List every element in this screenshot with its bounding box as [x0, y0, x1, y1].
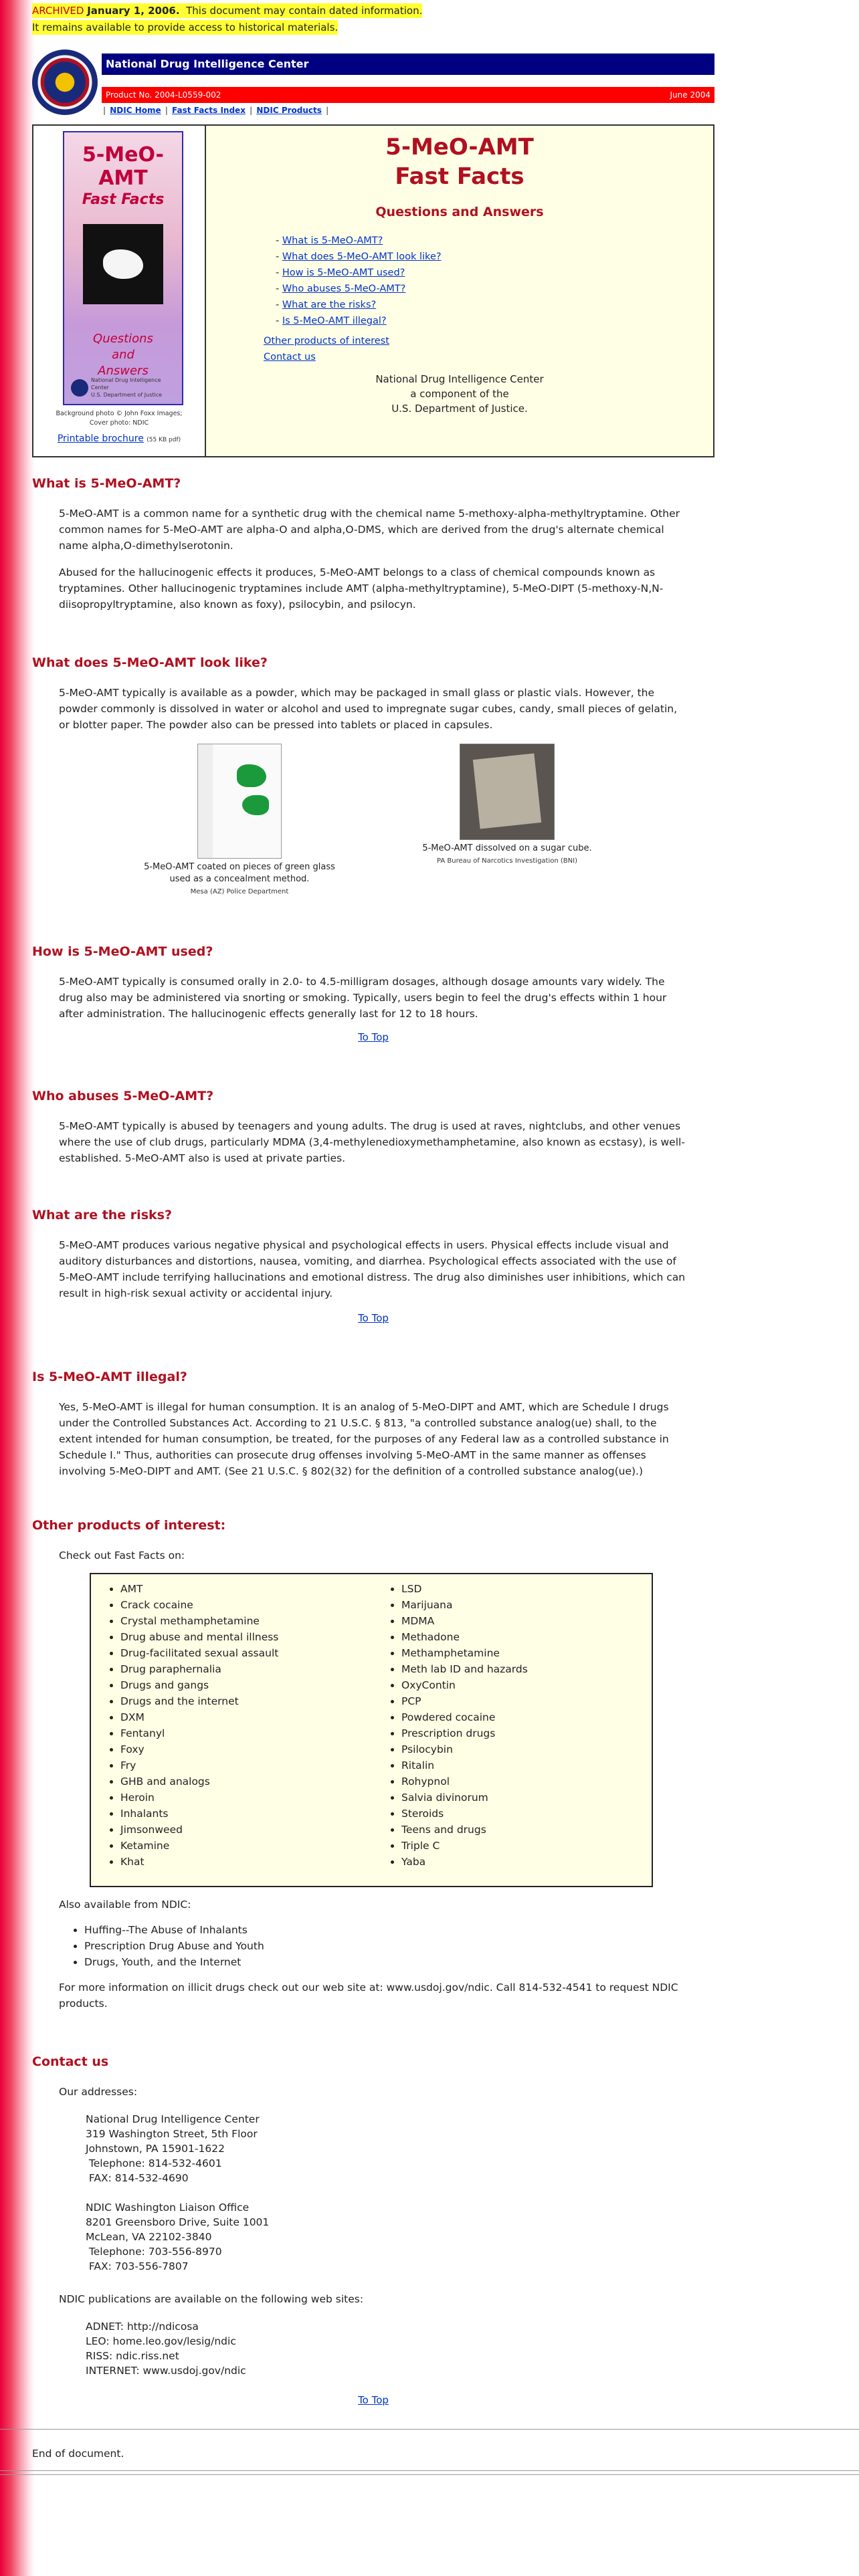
product-item: • Drug paraphernalia: [120, 1661, 278, 1677]
cover-org: National Drug Intelligence Center: [91, 377, 161, 391]
section-risks-body: [59, 1237, 688, 1301]
product-item: • Psilocybin: [401, 1741, 528, 1757]
websites-intro-text: NDIC publications are available on the following web sites:: [59, 2293, 364, 2305]
product-bar: [102, 87, 714, 103]
product-item: • Drug abuse and mental illness: [120, 1629, 278, 1645]
brochure-cover-image[interactable]: [63, 131, 183, 405]
qa-title: Questions and Answers: [375, 205, 544, 219]
products-left-list: [91, 1581, 278, 1870]
also-item: • Huffing--The Abuse of Inhalants: [84, 1922, 688, 1938]
product-item: • Drug-facilitated sexual assault: [120, 1645, 278, 1661]
intro-column: [206, 126, 713, 456]
product-number: Product No. 2004-L0559-002: [106, 90, 221, 100]
addr2-line: Telephone: 703-556-8970: [86, 2246, 222, 2258]
figure-green-glass: [132, 744, 347, 898]
product-item: • Methamphetamine: [401, 1645, 528, 1661]
product-item: • PCP: [401, 1693, 528, 1709]
websites-list: [86, 2319, 246, 2378]
section-abuses-body: [59, 1118, 688, 1166]
main-title-2: Fast Facts: [395, 163, 524, 190]
also-intro: Also available from NDIC:: [59, 1899, 191, 1911]
heading-abuses: Who abuses 5-MeO-AMT?: [32, 1089, 214, 1103]
divider-1: [0, 2429, 859, 2430]
heading-used: How is 5-MeO-AMT used?: [32, 944, 213, 959]
fig2-credit: PA Bureau of Narcotics Investigation (BNI): [437, 857, 577, 865]
products-right-list: [372, 1581, 528, 1870]
to-top-1: [32, 1031, 714, 1043]
product-item: • Marijuana: [401, 1597, 528, 1613]
toc-risks[interactable]: What are the risks?: [282, 300, 377, 310]
product-item: • DXM: [120, 1709, 278, 1725]
divider-2: [0, 2470, 859, 2471]
addr1-line: Johnstown, PA 15901-1622: [86, 2143, 225, 2155]
toc-look[interactable]: What does 5-MeO-AMT look like?: [282, 251, 442, 262]
printable-brochure: [33, 433, 205, 444]
also-list: [59, 1922, 688, 1970]
heading-contact: Contact us: [32, 2054, 109, 2069]
cover-credit: [33, 409, 205, 428]
addr1-line: National Drug Intelligence Center: [86, 2113, 260, 2125]
other-intro: [59, 1547, 688, 1564]
contact-intro: [59, 2084, 688, 2100]
addr2-line: FAX: 703-556-7807: [86, 2260, 189, 2272]
cover-qa-3: Answers: [98, 364, 149, 378]
addr1-line: 319 Washington Street, 5th Floor: [86, 2128, 258, 2140]
contact-intro-text: Our addresses:: [59, 2086, 138, 2098]
addr2-line: McLean, VA 22102-3840: [86, 2231, 212, 2243]
heading-risks: What are the risks?: [32, 1208, 172, 1222]
nav-ndic-products[interactable]: NDIC Products: [256, 106, 322, 115]
ndic-seal-logo: [32, 49, 98, 115]
toc-other-products[interactable]: Other products of interest: [264, 336, 389, 346]
products-box: [90, 1573, 653, 1887]
end-of-document: End of document.: [32, 2448, 124, 2460]
to-top-2: [32, 1312, 714, 1324]
other-intro-text: Check out Fast Facts on:: [59, 1549, 185, 1562]
website-line: RISS: ndic.riss.net: [86, 2350, 179, 2362]
website-line: ADNET: http://ndicosa: [86, 2321, 199, 2333]
address-mclean: [86, 2200, 269, 2274]
product-item: • Powdered cocaine: [401, 1709, 528, 1725]
product-item: • Crystal methamphetamine: [120, 1613, 278, 1629]
toc-what[interactable]: What is 5-MeO-AMT?: [282, 235, 383, 246]
abuses-p1: 5-MeO-AMT typically is abused by teenagers and young adults. The drug is used at raves, nightclubs, and other venues where the use of club drugs, particularly MDMA (3,4-methylenedioxymethamphetamine, also known as ecstasy), is well-established. 5-MeO-AMT also is used at private parties.: [59, 1120, 685, 1164]
ndic-line-3: U.S. Department of Justice.: [391, 403, 528, 415]
product-item: • Crack cocaine: [120, 1597, 278, 1613]
nav-fast-facts-index[interactable]: Fast Facts Index: [172, 106, 246, 115]
toc-used[interactable]: How is 5-MeO-AMT used?: [282, 267, 405, 278]
cover-qa-2: and: [112, 348, 134, 362]
toc-contact[interactable]: Contact us: [264, 352, 316, 362]
product-item: • Fentanyl: [120, 1725, 278, 1741]
ndic-component-note: [206, 372, 713, 416]
heading-look: What does 5-MeO-AMT look like?: [32, 655, 268, 670]
product-item: • Rohypnol: [401, 1774, 528, 1790]
product-item: • MDMA: [401, 1613, 528, 1629]
header: [32, 49, 714, 116]
product-item: • LSD: [401, 1581, 528, 1597]
table-of-contents: - What is 5-MeO-AMT? - What does 5-MeO-AMT look like? - How is 5-MeO-AMT used? - Who abuses 5-MeO-AMT? - What are the risks? - Is 5-MeO-AMT illegal?: [276, 235, 442, 326]
figure-sugar-cube: [407, 744, 607, 867]
printable-brochure-link[interactable]: Printable brochure: [57, 433, 144, 444]
cover-credit-1: Background photo © John Foxx Images;: [56, 410, 183, 417]
archived-text-1: This document may contain dated information.: [186, 5, 423, 17]
archived-notice: [32, 3, 422, 36]
also-item: • Prescription Drug Abuse and Youth: [84, 1938, 688, 1954]
org-title-bar: National Drug Intelligence Center: [102, 53, 714, 75]
product-item: • Meth lab ID and hazards: [401, 1661, 528, 1677]
look-p1: 5-MeO-AMT typically is available as a powder, which may be packaged in small glass or plastic vials. However, the powder commonly is dissolved in water or alcohol and used to impregnate sugar cubes, candy, small pieces of gelatin, or blotter paper. The powder also can be pressed into tablets or placed in capsules.: [59, 687, 678, 731]
to-top-link-1[interactable]: To Top: [358, 1031, 389, 1043]
product-item: • Prescription drugs: [401, 1725, 528, 1741]
archived-text-2: It remains available to provide access to historical materials.: [32, 21, 339, 33]
main-title-1: 5-MeO-AMT: [385, 134, 534, 160]
website-line: INTERNET: www.usdoj.gov/ndic: [86, 2365, 246, 2377]
addr1-line: FAX: 814-532-4690: [86, 2172, 189, 2184]
cover-ndic-footer: [71, 377, 175, 399]
what-p2: Abused for the hallucinogenic effects it produces, 5-MeO-AMT belongs to a class of chemical compounds known as tryptamines. Other hallucinogenic tryptamines include AMT (alpha-methyltryptamine), 5-MeO-DIPT (5-methoxy-N,N-diisopropyltryptamine, also known as foxy), psilocybin, and psilocyn.: [59, 566, 664, 611]
product-item: • Fry: [120, 1757, 278, 1774]
printable-size: (55 KB pdf): [147, 437, 181, 443]
more-info: For more information on illicit drugs check out our web site at: www.usdoj.gov/ndic. Call 814-532-4541 to request NDIC products.: [59, 1981, 678, 2010]
product-item: • Jimsonweed: [120, 1822, 278, 1838]
toc-extra-links: [264, 333, 713, 365]
product-item: • Heroin: [120, 1790, 278, 1806]
cover-column: [33, 126, 206, 456]
website-line: LEO: home.leo.gov/lesig/ndic: [86, 2335, 236, 2347]
addr2-line: NDIC Washington Liaison Office: [86, 2202, 250, 2214]
nav-links: | NDIC Home | Fast Facts Index | NDIC Products |: [103, 106, 329, 115]
divider-3: [0, 2474, 859, 2475]
cover-qa-1: Questions: [93, 332, 153, 346]
archived-date: January 1, 2006.: [87, 5, 180, 17]
section-used-body: [59, 974, 688, 1022]
product-item: • Foxy: [120, 1741, 278, 1757]
left-gradient-edge: [0, 0, 35, 2576]
product-item: • Khat: [120, 1854, 278, 1870]
fig2-caption: 5-MeO-AMT dissolved on a sugar cube.: [422, 843, 592, 853]
cover-qa: [64, 331, 182, 379]
what-p1: 5-MeO-AMT is a common name for a synthetic drug with the chemical name 5-methoxy-alpha-methyltryptamine. Other common names for 5-MeO-AMT are alpha-O and alpha,O-DMS, which are derived from the drug's alternate chemical name alpha,O-dimethylserotonin.: [59, 508, 680, 552]
product-item: • Triple C: [401, 1838, 528, 1854]
toc-illegal[interactable]: Is 5-MeO-AMT illegal?: [282, 316, 387, 326]
fig1-caption: 5-MeO-AMT coated on pieces of green glass used as a concealment method.: [144, 862, 335, 884]
cover-credit-2: Cover photo: NDIC: [89, 419, 149, 427]
cover-powder-photo: [83, 224, 163, 304]
product-item: • Methadone: [401, 1629, 528, 1645]
used-p1: 5-MeO-AMT typically is consumed orally in 2.0- to 4.5-milligram dosages, although dosage amounts vary widely. The drug also may be administered via snorting or smoking. Typically, users begin to feel the drug's effects within 1 hour after administration. The hallucinogenic effects generally last for 12 to 18 hours.: [59, 976, 667, 1020]
to-top-link-3[interactable]: To Top: [358, 2394, 389, 2406]
cover-dept: U.S. Department of Justice: [91, 392, 163, 398]
addr1-line: Telephone: 814-532-4601: [86, 2157, 222, 2169]
risks-p1: 5-MeO-AMT produces various negative physical and psychological effects in users. Physical effects include visual and auditory disturbances and distortions, nausea, vomiting, and diarrhea. Psychological effects associated with the use of 5-MeO-AMT include terrifying hallucinations and emotional distress. The drug also diminishes user inhibitions, which can result in high-risk sexual activity or accidental injury.: [59, 1239, 686, 1299]
cover-title: 5-MeO-AMT: [82, 143, 165, 190]
sugar-cube-photo: [460, 744, 555, 840]
product-item: • Inhalants: [120, 1806, 278, 1822]
archived-label: ARCHIVED: [32, 5, 84, 17]
nav-ndic-home[interactable]: NDIC Home: [110, 106, 161, 115]
addr2-line: 8201 Greensboro Drive, Suite 1001: [86, 2216, 270, 2228]
to-top-link-2[interactable]: To Top: [358, 1312, 389, 1324]
product-item: • Ketamine: [120, 1838, 278, 1854]
product-item: • AMT: [120, 1581, 278, 1597]
product-item: • OxyContin: [401, 1677, 528, 1693]
intro-box: [32, 124, 714, 457]
ndic-line-2: a component of the: [410, 388, 509, 400]
product-item: • Salvia divinorum: [401, 1790, 528, 1806]
address-johnstown: [86, 2112, 260, 2185]
cover-subtitle: Fast Facts: [82, 191, 165, 208]
illegal-p1: Yes, 5-MeO-AMT is illegal for human consumption. It is an analog of 5-MeO-DIPT and AMT, which are Schedule I drugs under the Controlled Substances Act. According to 21 U.S.C. § 813, "a controlled substance analog(ue) shall, to the extent intended for human consumption, be treated, for the purposes of any Federal law as a controlled substance in Schedule I." Thus, authorities can prosecute drug offenses involving 5-MeO-AMT in the same manner as offenses involving 5-MeO-DIPT and AMT. (See 21 U.S.C. § 802(32) for the definition of a controlled substance analog(ue).): [59, 1401, 669, 1477]
ndic-line-1: National Drug Intelligence Center: [375, 373, 544, 385]
heading-what: What is 5-MeO-AMT?: [32, 476, 181, 491]
section-illegal-body: [59, 1399, 688, 1479]
product-item: • Yaba: [401, 1854, 528, 1870]
product-date: June 2004: [670, 90, 710, 100]
section-what-body: [59, 506, 688, 613]
green-glass-photo: [197, 744, 282, 859]
product-item: • Drugs and the internet: [120, 1693, 278, 1709]
section-look-body: [59, 685, 688, 733]
toc-abuses[interactable]: Who abuses 5-MeO-AMT?: [282, 284, 406, 294]
product-item: • Teens and drugs: [401, 1822, 528, 1838]
fig1-credit: Mesa (AZ) Police Department: [190, 888, 289, 895]
cover-seal-icon: [71, 379, 88, 397]
heading-other-products: Other products of interest:: [32, 1518, 226, 1533]
also-item: • Drugs, Youth, and the Internet: [84, 1954, 688, 1970]
websites-intro: [59, 2291, 688, 2307]
product-item: • Drugs and gangs: [120, 1677, 278, 1693]
also-available: [59, 1897, 688, 2012]
to-top-3: [32, 2394, 714, 2406]
product-item: • Ritalin: [401, 1757, 528, 1774]
product-item: • GHB and analogs: [120, 1774, 278, 1790]
product-item: • Steroids: [401, 1806, 528, 1822]
heading-illegal: Is 5-MeO-AMT illegal?: [32, 1370, 187, 1384]
